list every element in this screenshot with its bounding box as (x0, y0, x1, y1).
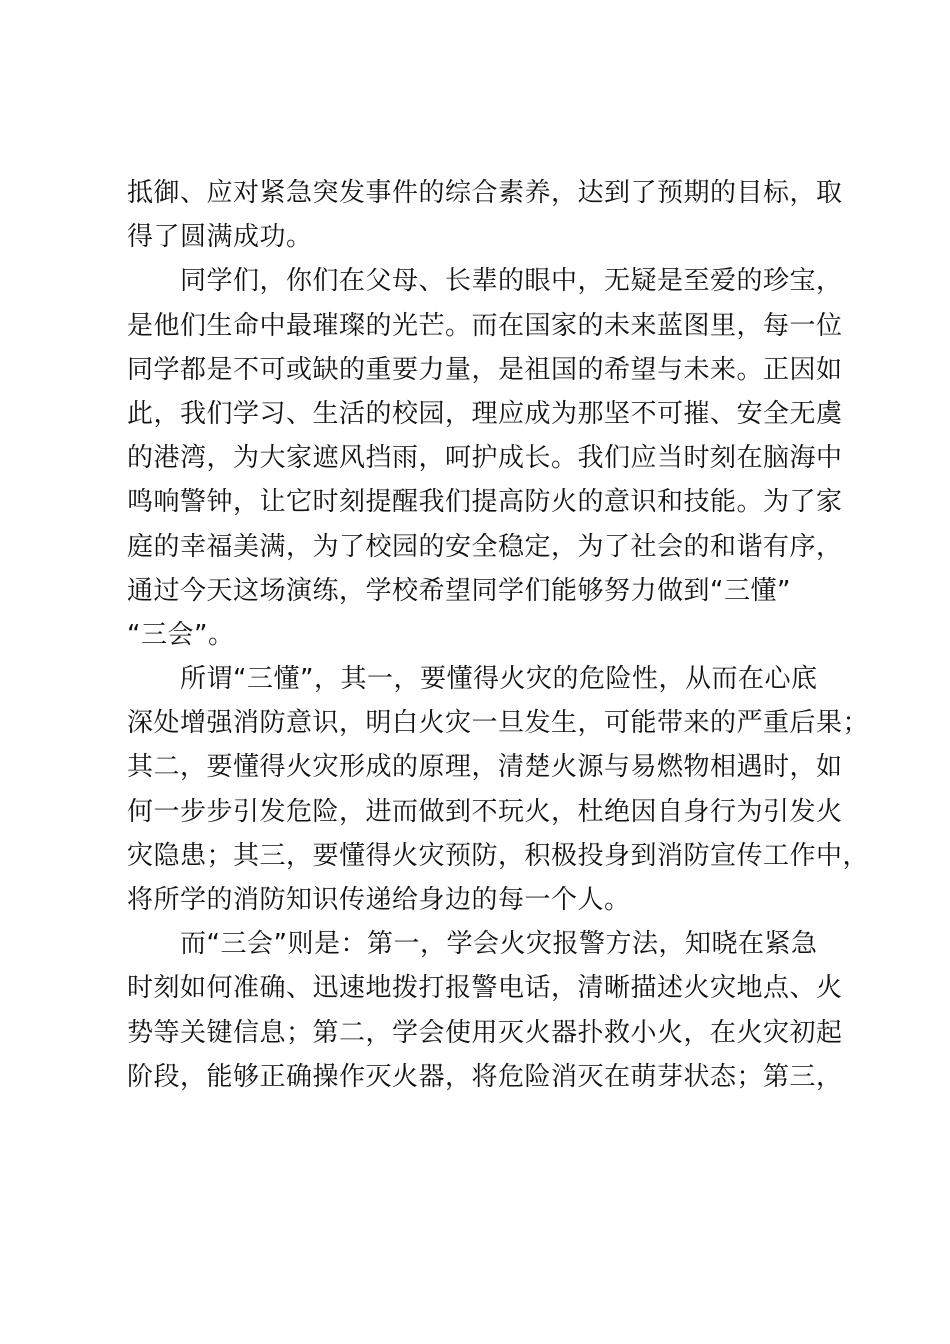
text-line: 的港湾，为大家遮风挡雨，呵护成长。我们应当时刻在脑海中 (127, 443, 843, 474)
text-line: 深处增强消防意识，明白火灾一旦发生，可能带来的严重后果； (127, 708, 870, 739)
text-line: 通过今天这场演练，学校希望同学们能够努力做到“三懂” (127, 575, 791, 606)
text-line: 庭的幸福美满，为了校园的安全稳定，为了社会的和谐有序， (127, 531, 843, 562)
text-line: 抵御、应对紧急突发事件的综合素养，达到了预期的目标，取 (127, 178, 843, 208)
text-line: 将所学的消防知识传递给身边的每一个人。 (127, 885, 631, 915)
text-line: 同学们，你们在父母、长辈的眼中，无疑是至爱的珍宝， (127, 266, 843, 297)
text-line: 是他们生命中最璀璨的光芒。而在国家的未来蓝图里，每一位 (127, 310, 843, 341)
text-line: 势等关键信息；第二，学会使用灭火器扑救小火，在火灾初起 (127, 1017, 843, 1048)
text-line: 同学都是不可或缺的重要力量，是祖国的希望与未来。正因如 (127, 354, 843, 385)
text-line: 而“三会”则是：第一，学会火灾报警方法，知晓在紧急 (127, 929, 818, 960)
text-line: 其二，要懂得火灾形成的原理，清楚火源与易燃物相遇时，如 (127, 752, 843, 783)
text-line: 时刻如何准确、迅速地拨打报警电话，清晰描述火灾地点、火 (127, 973, 843, 1004)
text-line: 何一步步引发危险，进而做到不玩火，杜绝因自身行为引发火 (127, 796, 843, 827)
body-text (127, 171, 870, 1099)
text-line: “三会”。 (127, 619, 235, 650)
text-line: 灾隐患；其三，要懂得火灾预防，积极投身到消防宣传工作中， (127, 840, 870, 871)
text-line: 得了圆满成功。 (127, 222, 313, 253)
text-line: 所谓“三懂”，其一，要懂得火灾的危险性，从而在心底 (127, 664, 818, 695)
text-line: 此，我们学习、生活的校园，理应成为那坚不可摧、安全无虞 (127, 398, 843, 429)
text-line: 鸣响警钟，让它时刻提醒我们提高防火的意识和技能。为了家 (127, 487, 843, 518)
text-line: 阶段，能够正确操作灭火器，将危险消灭在萌芽状态；第三， (127, 1061, 843, 1092)
